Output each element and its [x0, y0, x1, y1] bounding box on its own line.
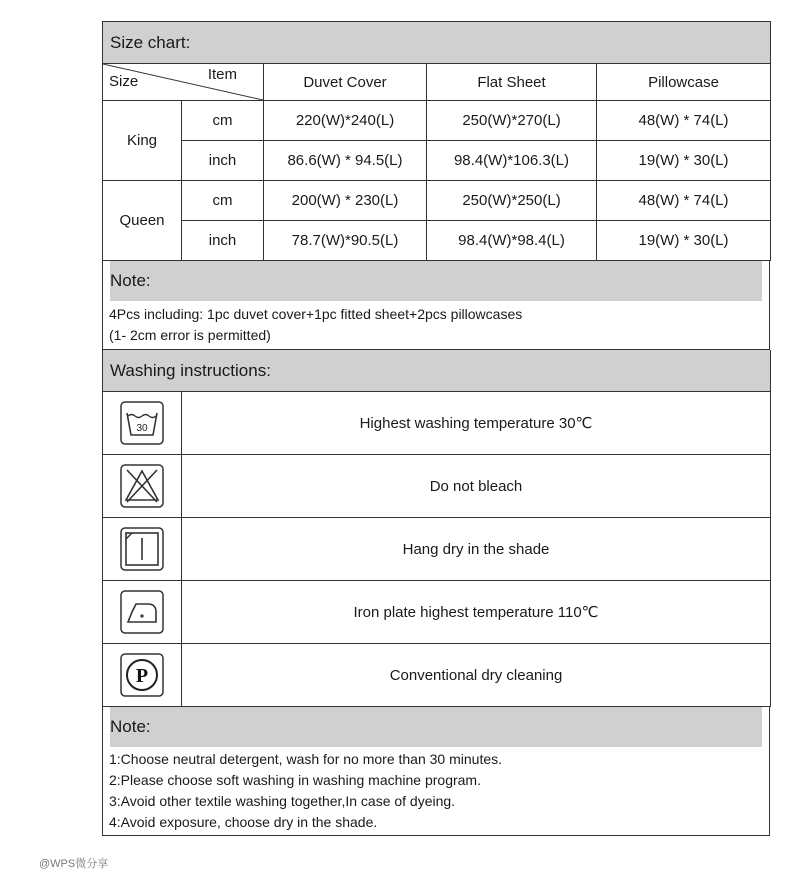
wash-30-icon	[120, 401, 164, 445]
unit-cell: cm	[182, 181, 264, 221]
value-cell: 48(W) * 74(L)	[597, 101, 771, 141]
wash-icon-cell	[103, 581, 182, 644]
care-note-section	[102, 707, 770, 836]
wash-instruction-text: Do not bleach	[182, 455, 771, 518]
care-note-text	[103, 747, 769, 835]
care-note-title: Note:	[110, 707, 762, 747]
unit-cell: cm	[182, 101, 264, 141]
table-row	[103, 518, 771, 581]
wash-icon-cell	[103, 518, 182, 581]
value-cell: 19(W) * 30(L)	[597, 221, 771, 261]
wash-icon-cell	[103, 455, 182, 518]
do-not-bleach-icon	[120, 464, 164, 508]
unit-cell: inch	[182, 221, 264, 261]
note-line: 1:Choose neutral detergent, wash for no more than 30 minutes.	[109, 751, 503, 767]
value-cell: 86.6(W) * 94.5(L)	[264, 141, 427, 181]
value-cell: 98.4(W)*106.3(L)	[427, 141, 597, 181]
wps-watermark: @WPS微分享	[39, 858, 109, 870]
product-spec-document	[102, 21, 770, 836]
column-header-pillowcase: Pillowcase	[597, 64, 771, 101]
unit-cell: inch	[182, 141, 264, 181]
hang-dry-shade-icon	[120, 527, 164, 571]
column-header-duvet-cover: Duvet Cover	[264, 64, 427, 101]
wash-instruction-text: Iron plate highest temperature 110℃	[182, 581, 771, 644]
table-row	[103, 455, 771, 518]
value-cell: 78.7(W)*90.5(L)	[264, 221, 427, 261]
wash-instruction-text: Conventional dry cleaning	[182, 644, 771, 707]
table-row	[103, 101, 771, 141]
value-cell: 19(W) * 30(L)	[597, 141, 771, 181]
value-cell: 98.4(W)*98.4(L)	[427, 221, 597, 261]
note-line: 3:Avoid other textile washing together,In case of dyeing.	[109, 793, 456, 809]
note-line: 4:Avoid exposure, choose dry in the shade.	[109, 814, 378, 830]
table-row	[103, 141, 771, 181]
value-cell: 250(W)*270(L)	[427, 101, 597, 141]
wash-icon-cell	[103, 392, 182, 455]
wash-instruction-text: Hang dry in the shade	[182, 518, 771, 581]
package-note-title: Note:	[110, 261, 762, 301]
value-cell: 200(W) * 230(L)	[264, 181, 427, 221]
washing-instructions-table	[102, 350, 771, 707]
dry-clean-letter: P	[135, 665, 149, 687]
dry-clean-p-icon	[120, 653, 164, 697]
iron-low-temp-icon	[120, 590, 164, 634]
value-cell: 48(W) * 74(L)	[597, 181, 771, 221]
washing-instructions-title: Washing instructions:	[103, 350, 771, 392]
value-cell: 250(W)*250(L)	[427, 181, 597, 221]
corner-size-label: Size	[109, 73, 139, 90]
note-line: 2:Please choose soft washing in washing machine program.	[109, 772, 481, 788]
table-row	[103, 581, 771, 644]
column-header-flat-sheet: Flat Sheet	[427, 64, 597, 101]
table-row	[103, 392, 771, 455]
note-line: 4Pcs including: 1pc duvet cover+1pc fitted sheet+2pcs pillowcases	[109, 306, 523, 322]
wash-temp-label: 30	[136, 423, 148, 434]
package-note-text	[103, 301, 769, 349]
size-chart-title: Size chart:	[103, 22, 771, 64]
size-item-corner-cell	[103, 64, 264, 101]
size-chart-table	[102, 21, 771, 261]
table-row	[103, 181, 771, 221]
size-label-king: King	[103, 101, 182, 181]
size-label-queen: Queen	[103, 181, 182, 261]
wash-icon-cell	[103, 644, 182, 707]
note-line: (1- 2cm error is permitted)	[109, 327, 271, 343]
table-row	[103, 644, 771, 707]
value-cell: 220(W)*240(L)	[264, 101, 427, 141]
package-note-section	[102, 261, 770, 350]
table-row	[103, 221, 771, 261]
wash-instruction-text: Highest washing temperature 30℃	[182, 392, 771, 455]
corner-item-label: Item	[207, 66, 237, 83]
